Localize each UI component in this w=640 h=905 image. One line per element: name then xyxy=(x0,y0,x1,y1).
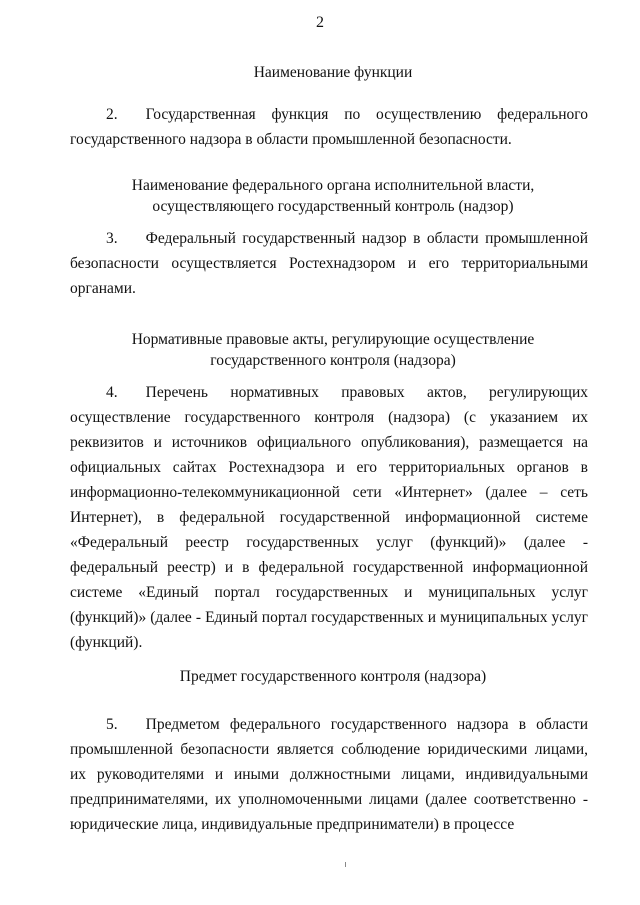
paragraph-3 xyxy=(70,226,588,301)
section-heading-line: Наименование федерального органа исполнительной власти, xyxy=(131,177,535,194)
paragraph-2 xyxy=(70,102,588,152)
paragraph-number: 5. xyxy=(106,716,118,733)
page-number: 2 xyxy=(316,14,324,31)
paragraph-text: Перечень нормативных правовых актов, регулирующих осуществление государственного контроля (надзора) (с указанием их реквизитов и источников официального опубликования), размещается на официальных сайтах Ростехнадзора и его территориальных органов в информационно-телекоммуникационной сети «Интернет» (далее – сеть Интернет), в федеральной государственной информационной системе «Федеральный реестр государственных услуг (функций)» (далее - федеральный реестр) и в федеральной государственной информационной системе «Единый портал государственных и муниципальных услуг (функций)» (далее - Единый портал государственных и муниципальных услуг (функций). xyxy=(70,384,588,651)
section-heading-subject xyxy=(70,666,596,687)
paragraph-5 xyxy=(70,712,588,837)
paragraph-text: Федеральный государственный надзор в области промышленной безопасности осуществляется Ростехнадзором и его территориальными органами. xyxy=(70,230,588,297)
section-heading-text: Наименование функции xyxy=(253,64,413,81)
section-heading-legal-acts xyxy=(70,329,596,371)
paragraph-number: 4. xyxy=(106,384,118,401)
section-heading-line: государственного контроля (надзора) xyxy=(210,352,456,369)
paragraph-number: 2. xyxy=(106,106,118,123)
scan-artifact-mark xyxy=(345,862,346,867)
section-heading-line: осуществляющего государственный контроль (надзор) xyxy=(152,198,514,215)
section-heading-text: Предмет государственного контроля (надзора) xyxy=(179,668,487,685)
paragraph-number: 3. xyxy=(106,230,118,247)
section-heading-federal-body xyxy=(70,175,596,217)
section-heading-function-name xyxy=(70,62,596,83)
paragraph-text: Государственная функция по осуществлению федерального государственного надзора в области промышленной безопасности. xyxy=(70,106,588,148)
paragraph-4 xyxy=(70,380,588,655)
paragraph-text: Предметом федерального государственного надзора в области промышленной безопасности является соблюдение юридическими лицами, их руководителями и иными должностными лицами, индивидуальными предпринимателями, их уполномоченными лицами (далее соответственно - юридические лица, индивидуальные предприниматели) в процессе xyxy=(70,716,588,833)
section-heading-line: Нормативные правовые акты, регулирующие осуществление xyxy=(131,331,535,348)
